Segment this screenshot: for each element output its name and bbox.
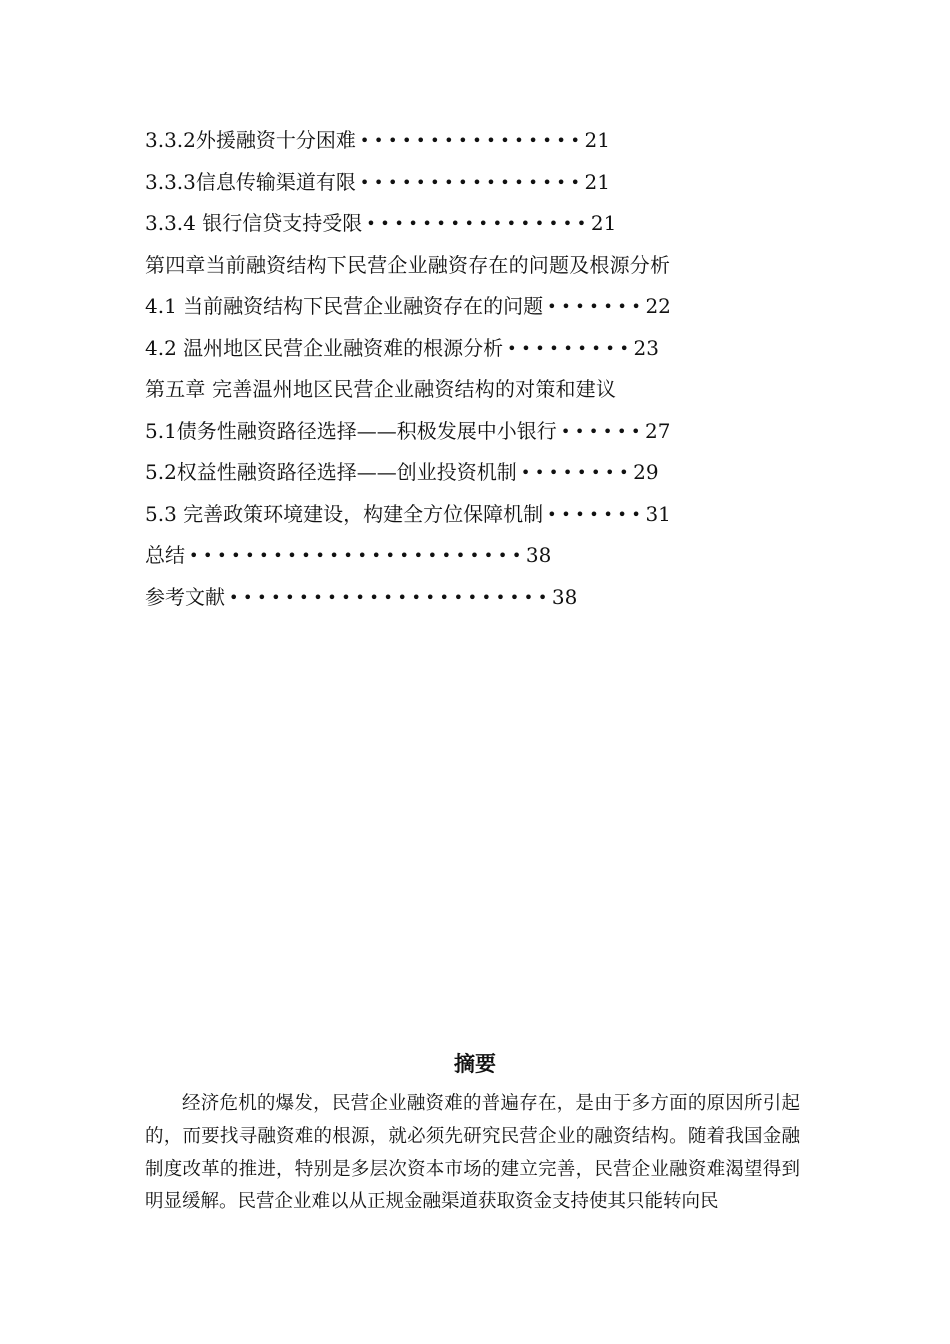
toc-entry-page: 21 (584, 128, 610, 152)
toc-entry-page: 23 (633, 335, 659, 360)
toc-entry-title: 4.1 当前融资结构下民营企业融资存在的问题 (145, 294, 544, 318)
toc-entry-title: 3.3.3信息传输渠道有限 (145, 169, 356, 194)
toc-entry-leader: •••••••••••••••• (359, 172, 585, 192)
abstract-body (145, 1088, 800, 1219)
abstract-paragraph: 经济危机的爆发，民营企业融资难的普遍存在，是由于多方面的原因所引起的，而要找寻融资难的根源，就必须先研究民营企业的融资结构。随着我国金融制度改革的推进，特别是多层次资本市场的建立完善，民营企业融资难渴望得到明显缓解。民营企业难以从正规金融渠道获取资金支持使其只能转向民 (145, 1093, 800, 1213)
toc-entry[interactable] (145, 328, 765, 370)
toc-entry-leader: •••••••••••••••• (366, 214, 591, 233)
toc-entry-leader: •••••••••••••••• (359, 131, 585, 150)
toc-entry-title: 4.2 温州地区民营企业融资难的根源分析 (145, 335, 504, 360)
toc-entry-page: 22 (645, 294, 671, 318)
toc-entry-page: 38 (551, 584, 578, 609)
toc-entry[interactable] (145, 286, 765, 328)
toc-entry-page: 31 (645, 501, 671, 526)
toc-entry-title: 参考文献 (145, 584, 225, 609)
toc-entry-page: 21 (590, 211, 617, 235)
toc-chapter-heading[interactable] (145, 369, 765, 411)
toc-entry[interactable] (145, 535, 765, 577)
toc-entry-page: 21 (584, 169, 610, 194)
abstract-heading: 摘要 (454, 1052, 496, 1076)
toc-entry-leader: •••••••••••••••••••••••• (189, 546, 526, 565)
toc-entry-title: 第四章当前融资结构下民营企业融资存在的问题及根源分析 (145, 252, 671, 277)
toc-chapter-heading[interactable] (145, 245, 765, 287)
table-of-contents (145, 120, 765, 618)
toc-entry[interactable] (145, 120, 765, 162)
toc-entry-leader: •••••••• (520, 463, 634, 482)
toc-entry-leader: ••••••• (547, 297, 646, 316)
toc-entry-title: 第五章 完善温州地区民营企业融资结构的对策和建议 (145, 377, 617, 401)
toc-entry-leader: ••••••••• (507, 338, 634, 358)
toc-entry-title: 总结 (145, 543, 185, 567)
toc-entry-title: 5.3 完善政策环境建设，构建全方位保障机制 (145, 501, 544, 526)
toc-entry-title: 5.1债务性融资路径选择——积极发展中小银行 (145, 418, 557, 443)
toc-entry-page: 38 (525, 543, 552, 567)
toc-entry-leader: ••••••• (547, 504, 646, 524)
toc-entry-title: 3.3.4 银行信贷支持受限 (145, 211, 363, 235)
toc-entry-page: 27 (645, 418, 671, 443)
toc-entry[interactable] (145, 494, 765, 536)
toc-entry[interactable] (145, 452, 765, 494)
toc-entry-leader: ••••••••••••••••••••••• (229, 587, 552, 607)
toc-entry[interactable] (145, 162, 765, 204)
toc-entry-leader: •••••• (560, 421, 646, 441)
toc-entry-title: 5.2权益性融资路径选择——创业投资机制 (145, 460, 517, 484)
toc-entry[interactable] (145, 577, 765, 619)
toc-entry[interactable] (145, 411, 765, 453)
toc-entry-title: 3.3.2外援融资十分困难 (145, 128, 356, 152)
toc-entry[interactable] (145, 203, 765, 245)
toc-entry-page: 29 (633, 460, 659, 484)
